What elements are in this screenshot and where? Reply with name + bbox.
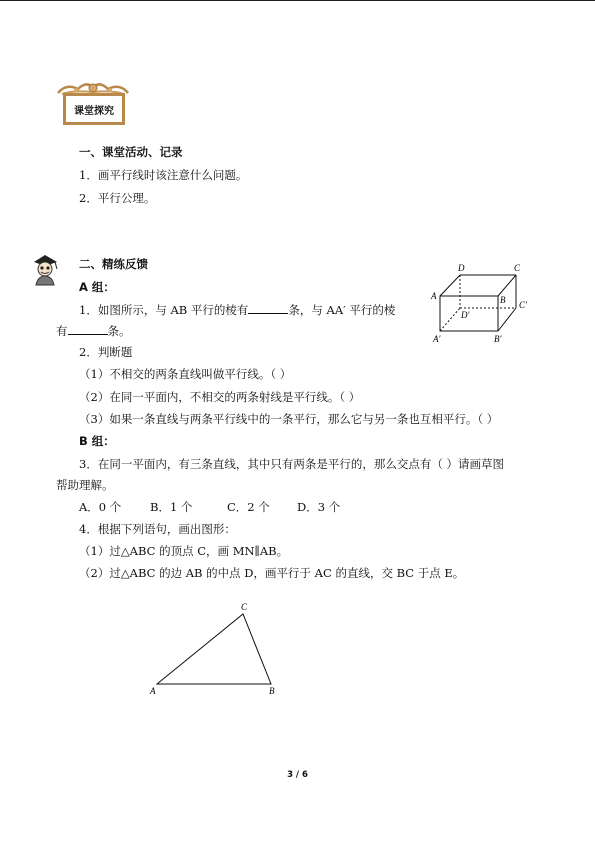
cube-label-A-prime: A′: [433, 334, 441, 344]
group-a-label: A 组：: [79, 280, 115, 294]
section2-q4-2: （2）过△ABC 的边 AB 的中点 D，画平行于 AC 的直线，交 BC 于点 E。: [79, 566, 465, 580]
triangle-abc: [157, 614, 271, 684]
cube-label-B-prime: B′: [494, 334, 502, 344]
section2-q1-line1: [79, 301, 395, 318]
cube-edge-BC: [498, 275, 516, 296]
student-cartoon-icon: [30, 252, 60, 286]
q3-option-d: D．3 个: [297, 500, 341, 514]
q1-blank-2[interactable]: [68, 322, 108, 335]
section2-q4: 4．根据下列语句，画出图形：: [79, 522, 236, 536]
cube-label-A: A: [431, 291, 437, 301]
cube-label-D-prime: D′: [461, 310, 470, 320]
section1-q2: 2．平行公理。: [79, 191, 156, 205]
section2-q4-1: （1）过△ABC 的顶点 C，画 MN∥AB。: [79, 544, 289, 558]
q3-option-c: C．2 个: [227, 500, 270, 514]
page-number: 3 / 6: [287, 770, 308, 780]
q1-blank-1[interactable]: [248, 301, 288, 314]
cube-label-B: B: [500, 295, 506, 305]
triangle-label-A: A: [150, 686, 156, 696]
section2-q2-1: （1）不相交的两条直线叫做平行线。（ ）: [79, 367, 292, 381]
cube-edge-AD: [440, 275, 460, 296]
triangle-figure: [145, 600, 295, 700]
top-rule: [0, 0, 595, 1]
triangle-label-C: C: [241, 602, 248, 612]
section2-q2-3: （3）如果一条直线与两条平行线中的一条平行，那么它与另一条也互相平行。（ ）: [79, 412, 499, 426]
triangle-label-B: B: [269, 686, 275, 696]
cube-label-C-prime: C′: [519, 300, 527, 310]
section1-q1: 1．画平行线时该注意什么问题。: [79, 168, 248, 182]
badge-label: 课堂探究: [63, 93, 125, 125]
section2-heading: 二、精练反馈: [79, 257, 148, 271]
section2-q2: 2．判断题: [79, 345, 133, 359]
section2-q2-2: （2）在同一平面内，不相交的两条射线是平行线。（ ）: [79, 390, 361, 404]
group-b-label: B 组：: [79, 434, 115, 448]
section1-heading: 一、课堂活动、记录: [79, 145, 183, 159]
cube-edge-BpCp: [498, 308, 516, 331]
section2-q3-line1: 3．在同一平面内，有三条直线，其中只有两条是平行的，那么交点有（ ）请画草图: [79, 457, 504, 471]
q1-text-part1: 1．如图所示，与 AB 平行的棱有: [79, 303, 249, 317]
q1-text-part4: 条。: [107, 324, 131, 338]
cube-label-C: C: [514, 263, 521, 273]
cube-figure: [430, 262, 540, 344]
section2-q3-line2: 帮助理解。: [56, 478, 114, 492]
section2-q1-line2: [56, 322, 131, 339]
q1-text-part3: 有: [56, 324, 68, 338]
q1-text-part2: 条，与 AA′ 平行的棱: [288, 303, 396, 317]
section-badge: [56, 79, 130, 129]
cube-label-D: D: [458, 263, 465, 273]
q3-option-a: A．0 个: [79, 500, 122, 514]
q3-option-b: B．1 个: [150, 500, 193, 514]
cube-hidden-ApDp: [440, 308, 460, 331]
